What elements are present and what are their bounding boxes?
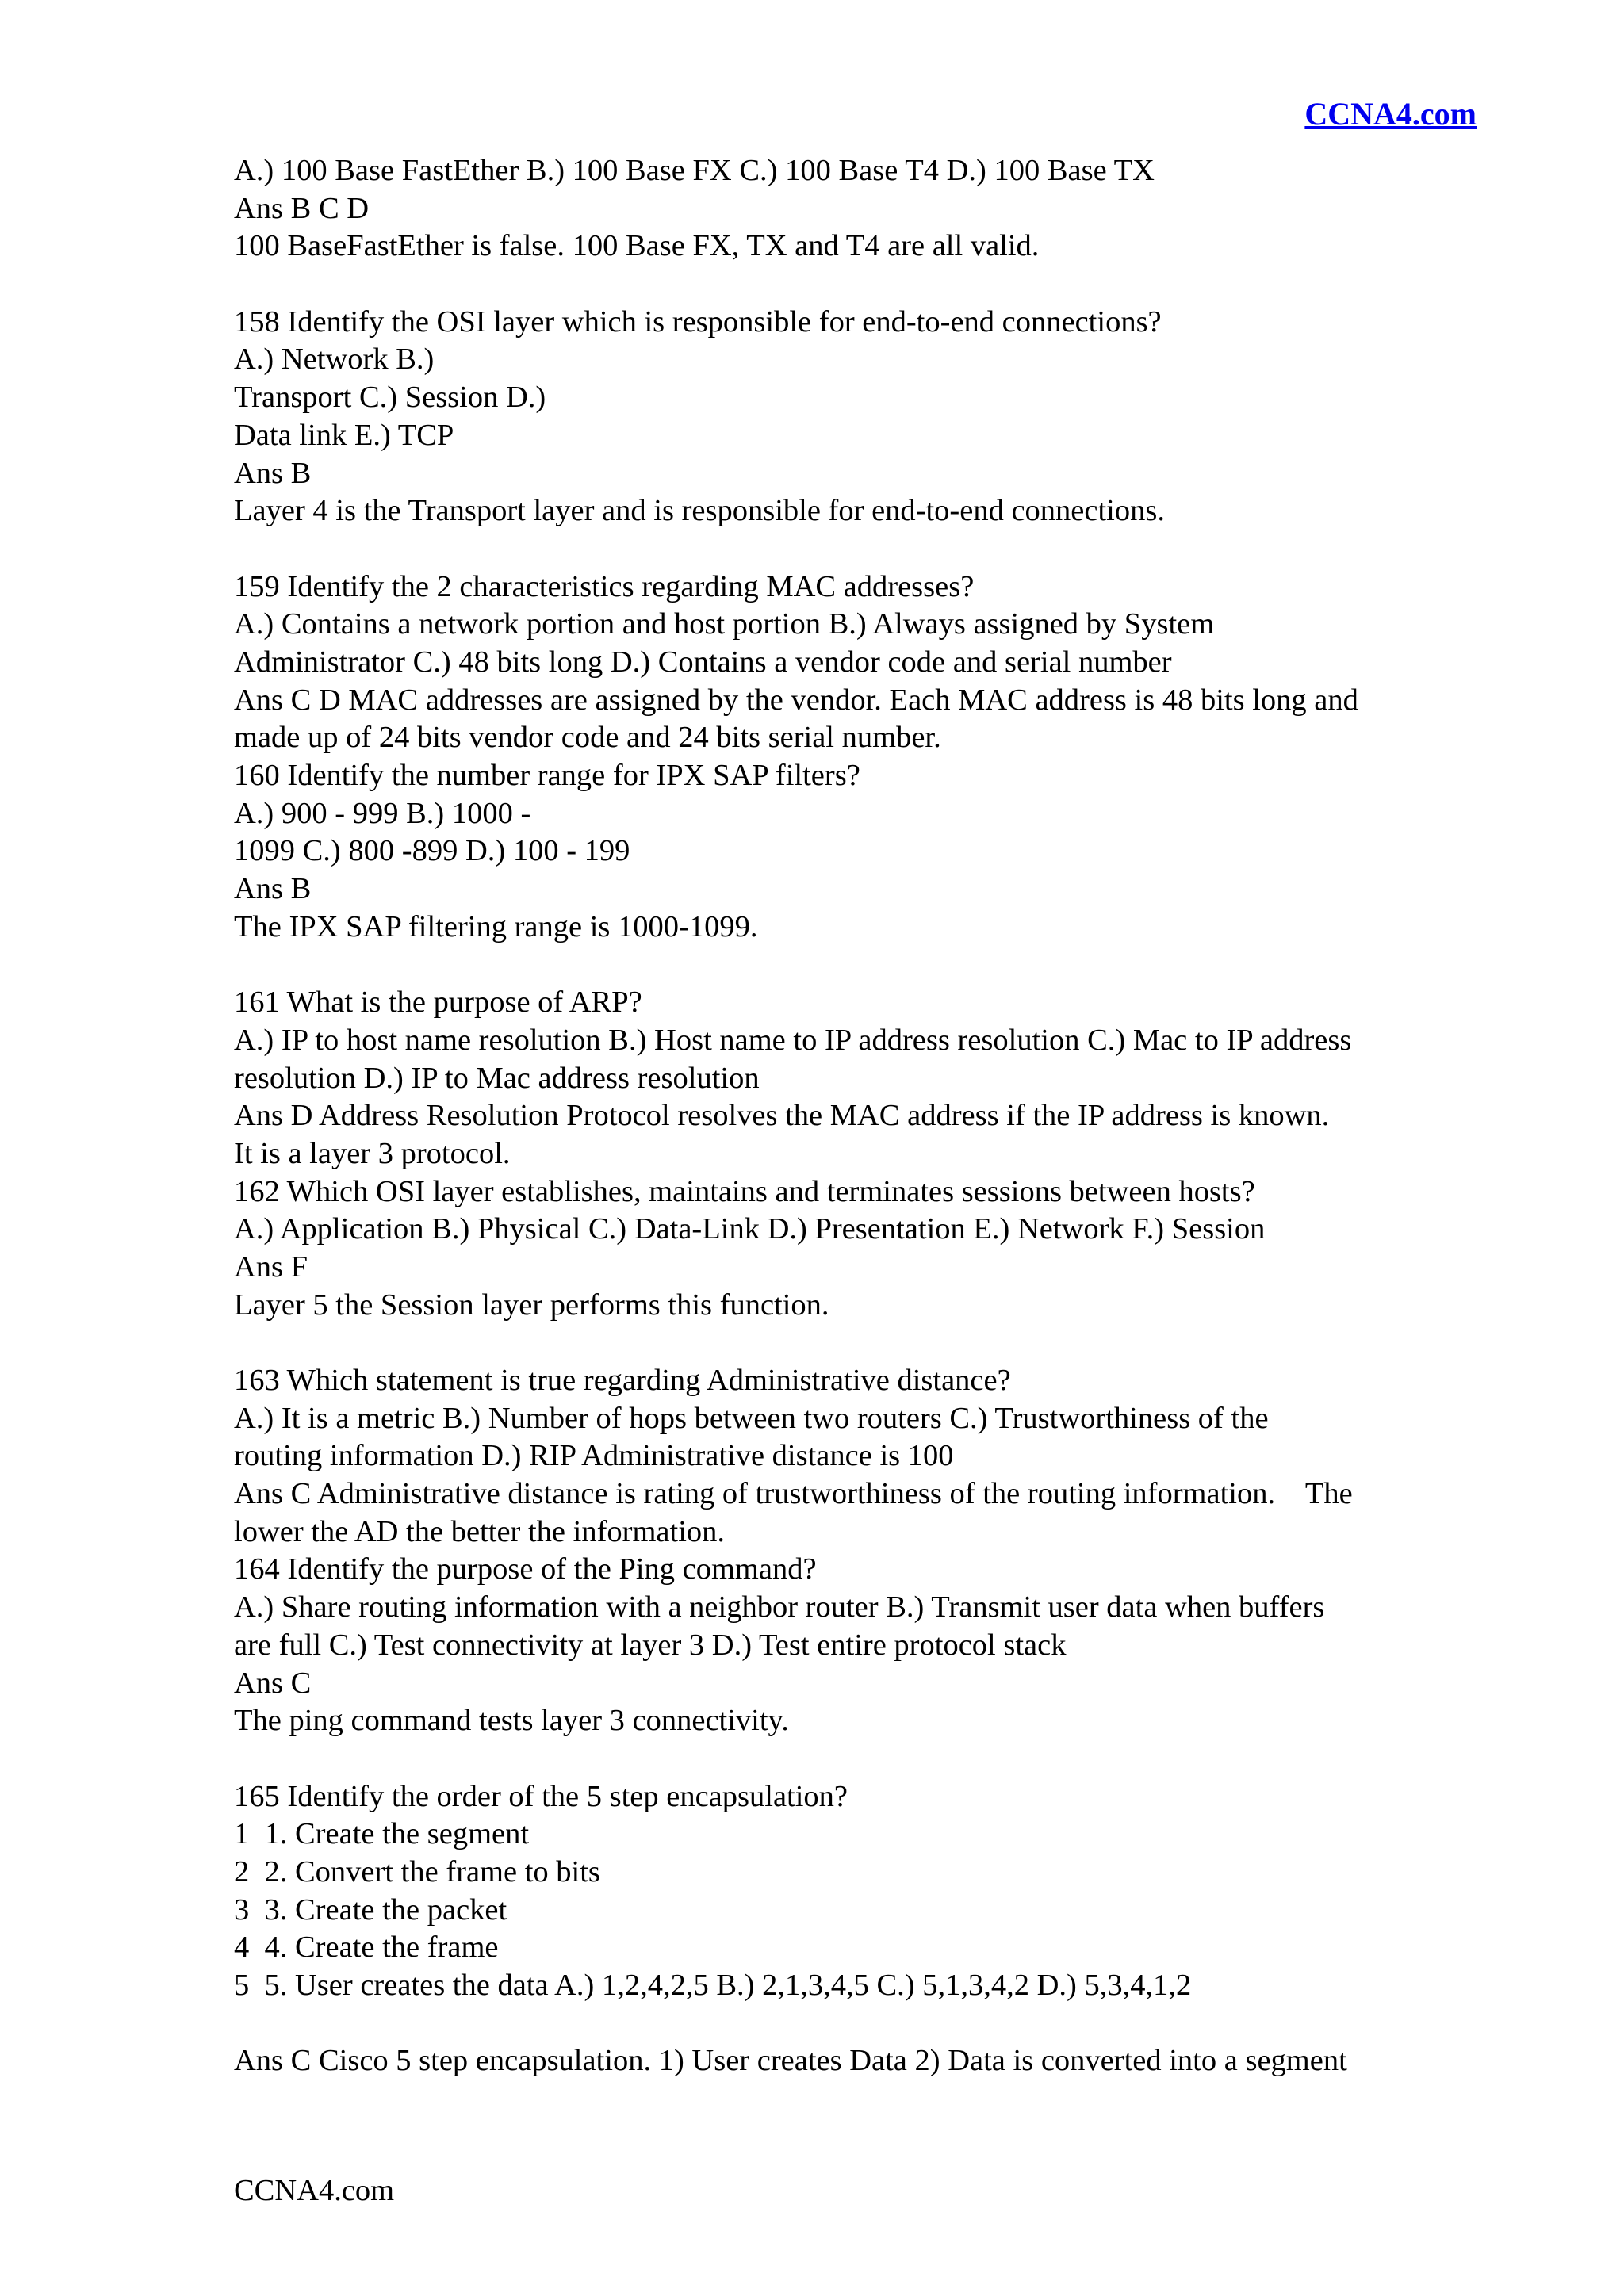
question-line: 164 Identify the purpose of the Ping command? [234,1552,817,1586]
blank-line [234,1324,1503,1362]
list-item: 4 4. Create the frame [234,1931,499,1965]
blank-line [234,530,1503,568]
explanation-line: 100 BaseFastEther is false. 100 Base FX, TX and T4 are all valid. [234,229,1040,263]
answer-line: Ans C [234,1666,312,1700]
explanation-line: made up of 24 bits vendor code and 24 bits serial number. [234,721,941,755]
list-item: 5 5. User creates the data A.) 1,2,4,2,5 B.) 2,1,3,4,5 C.) 5,1,3,4,2 D.) 5,3,4,1,2 [234,1969,1192,2002]
option-line: A.) Contains a network portion and host portion B.) Always assigned by System [234,607,1215,641]
header-site-link[interactable]: CCNA4.com [1304,96,1477,132]
option-line: A.) Share routing information with a neighbor router B.) Transmit user data when buffers [234,1590,1325,1624]
list-item: 1 1. Create the segment [234,1817,530,1851]
option-line: A.) 900 - 999 B.) 1000 - [234,796,531,830]
question-line: 160 Identify the number range for IPX SAP filters? [234,759,860,792]
option-line: are full C.) Test connectivity at layer 3 D.) Test entire protocol stack [234,1628,1067,1662]
answer-line: Ans C D MAC addresses are assigned by the vendor. Each MAC address is 48 bits long and [234,683,1358,717]
question-line: 165 Identify the order of the 5 step encapsulation? [234,1779,848,1813]
option-line: A.) Application B.) Physical C.) Data-Link D.) Presentation E.) Network F.) Session [234,1212,1266,1246]
answer-line: Ans C Cisco 5 step encapsulation. 1) User creates Data 2) Data is converted into a segment [234,2044,1347,2078]
option-line: resolution D.) IP to Mac address resolution [234,1061,760,1095]
option-line: A.) IP to host name resolution B.) Host name to IP address resolution C.) Mac to IP address [234,1023,1352,1057]
option-line: Transport C.) Session D.) [234,381,546,415]
list-item: 3 3. Create the packet [234,1892,508,1927]
explanation-line: The ping command tests layer 3 connectivity. [234,1704,789,1738]
option-line: 1099 C.) 800 -899 D.) 100 - 199 [234,834,630,868]
blank-line [234,1740,1503,1778]
explanation-line: Layer 4 is the Transport layer and is responsible for end-to-end connections. [234,494,1165,528]
answer-line: Ans B [234,456,312,490]
document-body [234,152,1503,2080]
explanation-line: Layer 5 the Session layer performs this function. [234,1288,829,1322]
list-item: 2 2. Convert the frame to bits [234,1854,600,1888]
question-line: 159 Identify the 2 characteristics regarding MAC addresses? [234,569,975,603]
question-line: 158 Identify the OSI layer which is responsible for end-to-end connections? [234,304,1162,339]
blank-line [234,946,1503,984]
text-line: A.) 100 Base FastEther B.) 100 Base FX C.) 100 Base T4 D.) 100 Base TX [234,154,1155,187]
option-line: routing information D.) RIP Administrative distance is 100 [234,1439,954,1473]
question-line: 161 What is the purpose of ARP? [234,985,642,1020]
explanation-line: It is a layer 3 protocol. [234,1136,511,1170]
answer-line: Ans D Address Resolution Protocol resolves the MAC address if the IP address is known. [234,1099,1330,1133]
answer-line: Ans B C D [234,191,370,225]
question-line: 162 Which OSI layer establishes, maintains and terminates sessions between hosts? [234,1174,1255,1208]
footer-site-name: CCNA4.com [234,2174,395,2207]
blank-line [234,2005,1503,2043]
question-line: 163 Which statement is true regarding Administrative distance? [234,1364,1011,1397]
answer-line: Ans B [234,872,312,906]
option-line: A.) Network B.) [234,342,435,377]
answer-line: Ans C Administrative distance is rating of trustworthiness of the routing information. The [234,1477,1353,1511]
explanation-line: The IPX SAP filtering range is 1000-1099. [234,909,758,943]
option-line: A.) It is a metric B.) Number of hops between two routers C.) Trustworthiness of the [234,1401,1269,1435]
option-line: Administrator C.) 48 bits long D.) Contains a vendor code and serial number [234,645,1172,679]
option-line: Data link E.) TCP [234,418,454,452]
answer-line: Ans F [234,1249,308,1284]
explanation-line: lower the AD the better the information. [234,1514,726,1548]
blank-line [234,266,1503,304]
